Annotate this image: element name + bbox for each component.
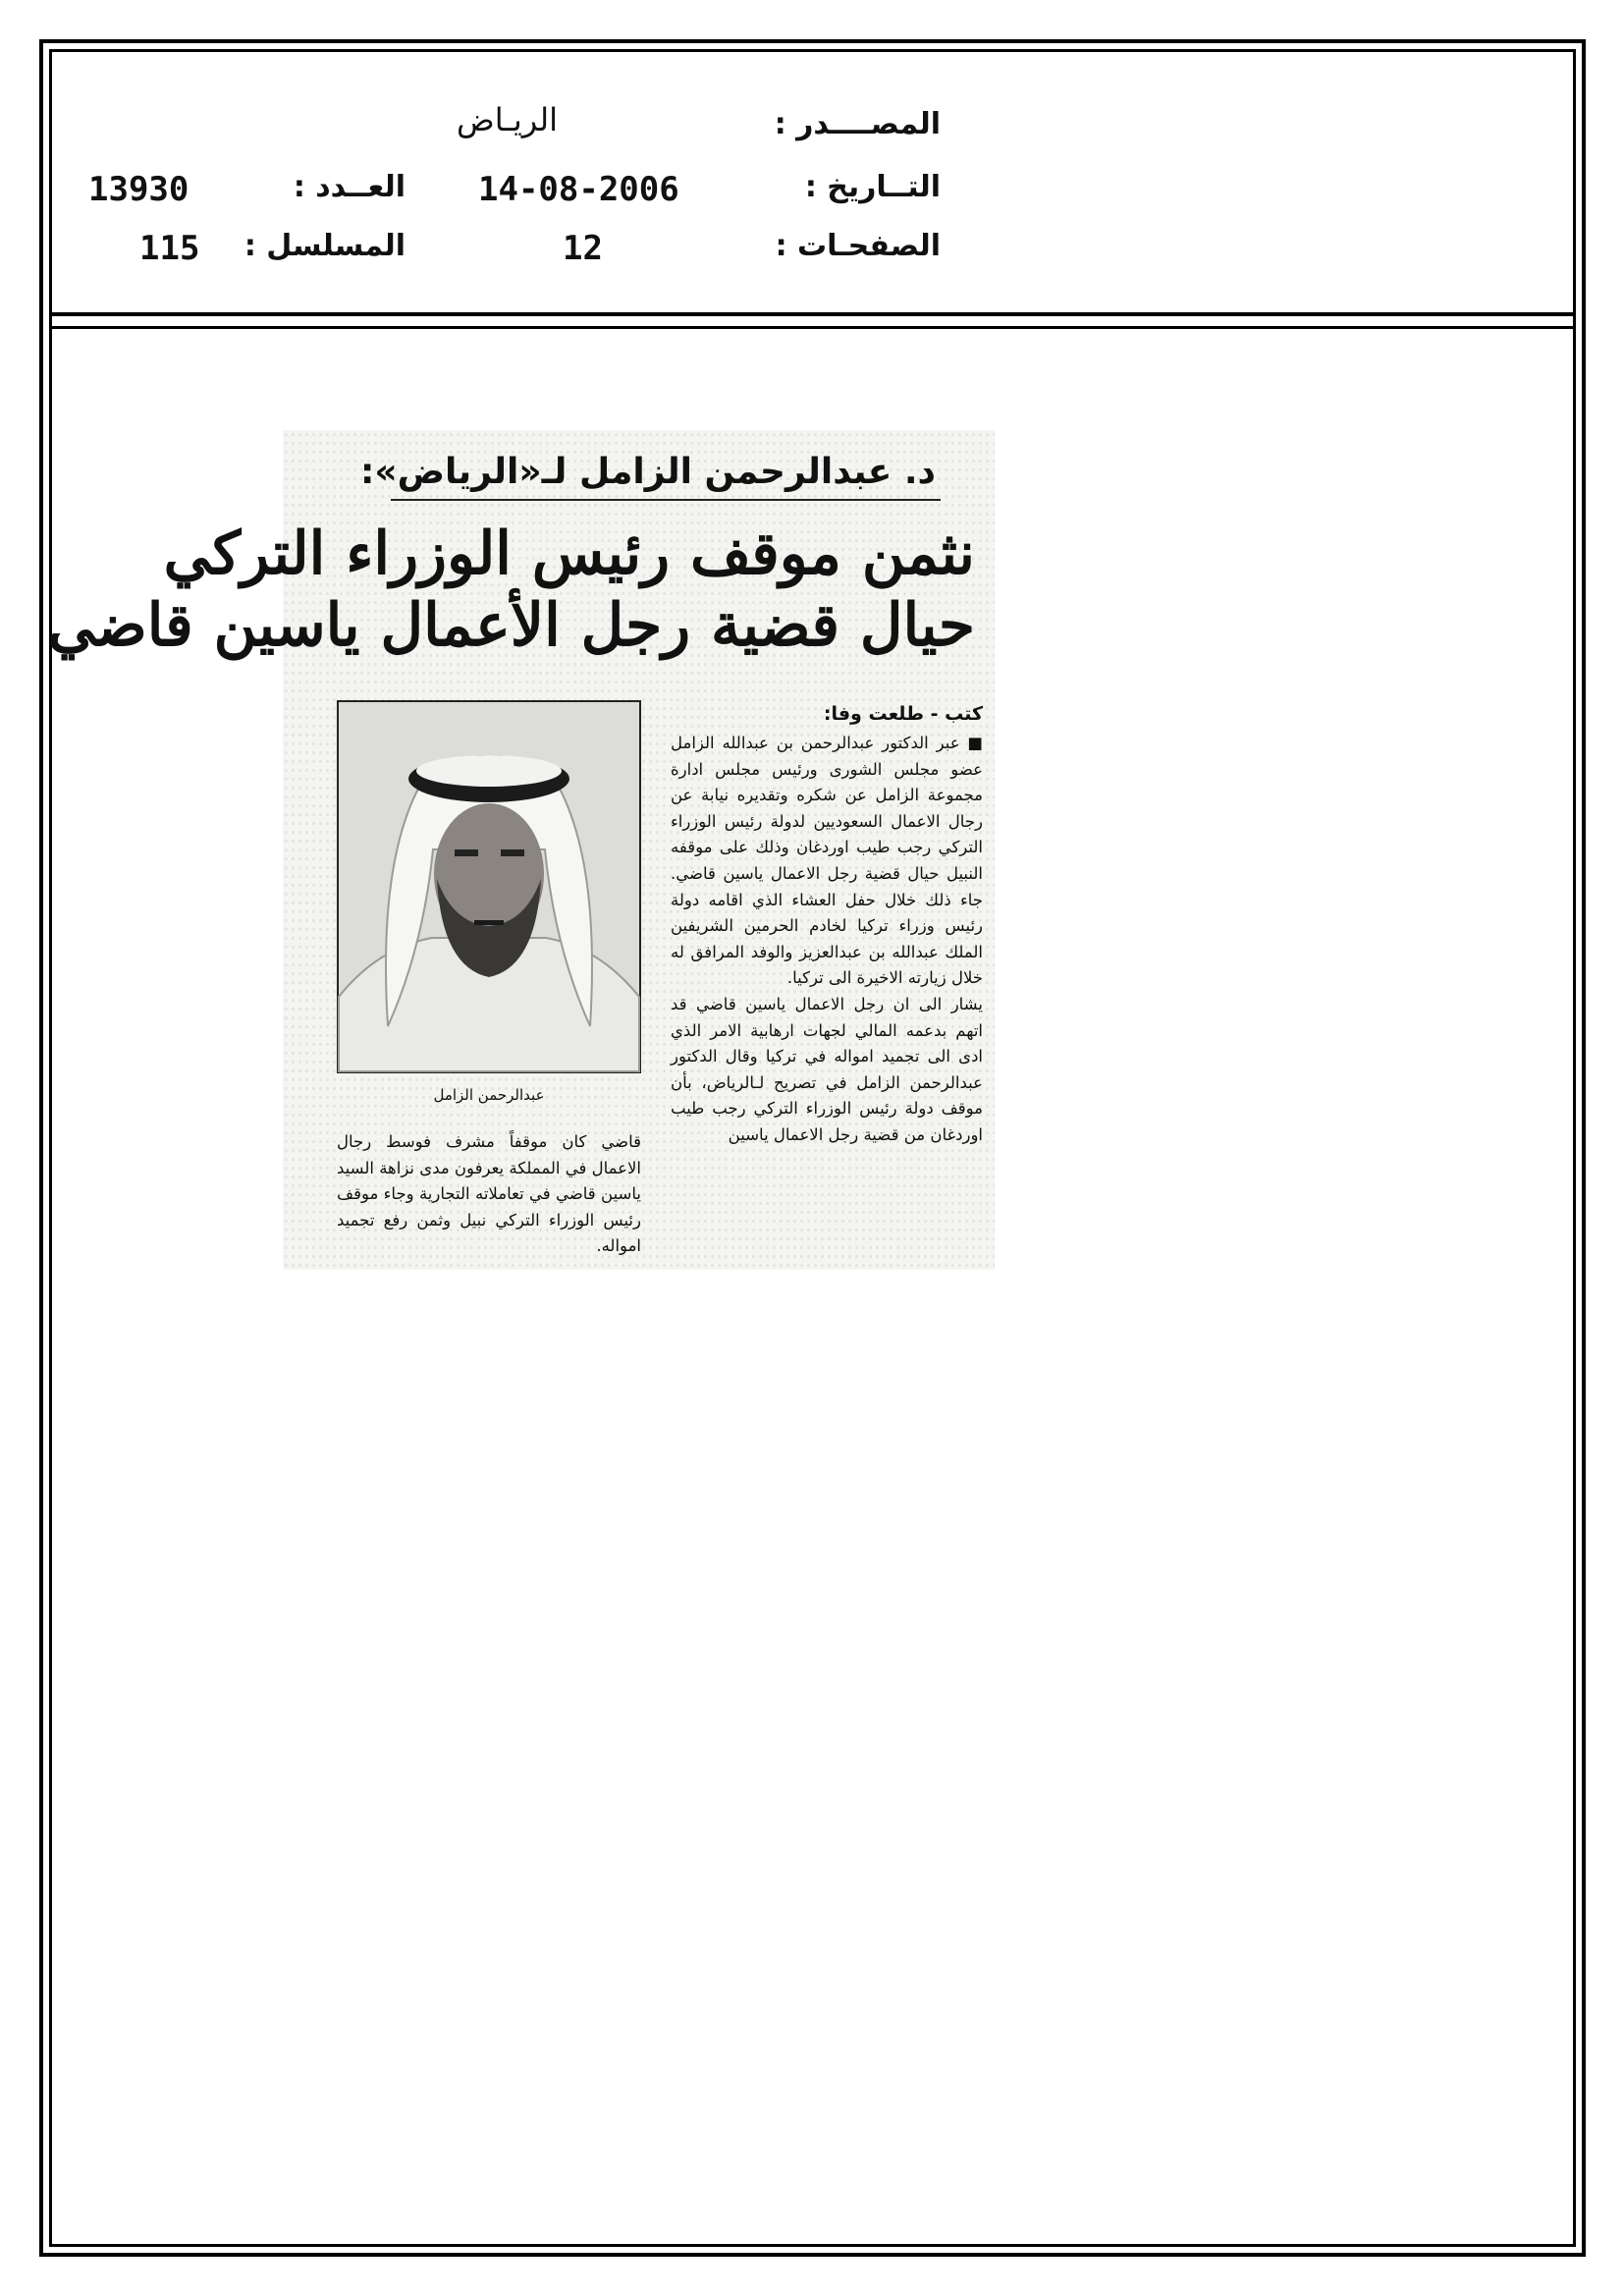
pages-label: الصفحـات : xyxy=(775,229,941,263)
source-value: الريـاض xyxy=(457,101,559,138)
article-column-left xyxy=(337,1129,641,1260)
issue-label: العــدد : xyxy=(293,170,406,204)
date-value: 14-08-2006 xyxy=(478,170,679,209)
serial-value: 115 xyxy=(139,229,200,268)
serial-label: المسلسل : xyxy=(243,229,406,263)
photo-caption: عبدالرحمن الزامل xyxy=(433,1086,545,1104)
headline-line-1: نثمن موقف رئيس الوزراء التركي xyxy=(163,519,975,588)
header-divider xyxy=(49,312,1576,316)
paragraph-3: قاضي كان موقفاً مشرف فوسط رجال الاعمال في المملكة يعرفون مدى نزاهة السيد ياسين قاضي في تعاملاته التجارية وجاء موقف رئيس الوزراء التركي نبيل وثمن رفع تجميد امواله. xyxy=(336,1132,641,1256)
paragraph-2: يشار الى ان رجل الاعمال ياسين قاضي قد اتهم بدعمه المالي لجهات ارهابية الامر الذي ادى الى تجميد امواله في تركيا وقال الدكتور عبدالرحمن الزامل في تصريح لـالرياض، بأن موقف دولة رئيس الوزراء التركي رجب طيب اوردغان من قضية رجل الاعمال ياسين xyxy=(671,994,983,1144)
kicker-rule xyxy=(391,499,941,501)
issue-value: 13930 xyxy=(88,170,189,209)
headline-line-2: حيال قضية رجل الأعمال ياسين قاضي xyxy=(47,591,975,660)
date-label: التــاريخ : xyxy=(804,170,941,204)
source-label: المصــــدر : xyxy=(774,107,941,141)
article-column-right xyxy=(671,731,983,1149)
article-kicker: د. عبدالرحمن الزامل لـ«الرياض»: xyxy=(359,452,936,492)
paragraph-1: ■ عبر الدكتور عبدالرحمن بن عبدالله الزامل عضو مجلس الشورى ورئيس مجلس ادارة مجموعة الزامل عن شكره وتقديره نيابة عن رجال الاعمال السعوديين لدولة رئيس الوزراء التركي رجب طيب اوردغان وذلك على موقفه النبيل حيال قضية رجل الاعمال ياسين قاضي. جاء ذلك خلال حفل العشاء الذي اقامه دولة رئيس وزراء تركيا لخادم الحرمين الشريفين الملك عبدالله بن عبدالعزيز والوفد المرافق له خلال زيارته الاخيرة الى تركيا. xyxy=(671,734,983,988)
portrait-photo xyxy=(337,700,641,1073)
newspaper-clipping xyxy=(47,430,995,1270)
pages-value: 12 xyxy=(563,229,603,268)
byline: كتب - طلعت وفا: xyxy=(823,703,983,725)
header-divider-inner xyxy=(49,326,1576,329)
portrait-illustration xyxy=(339,702,639,1071)
